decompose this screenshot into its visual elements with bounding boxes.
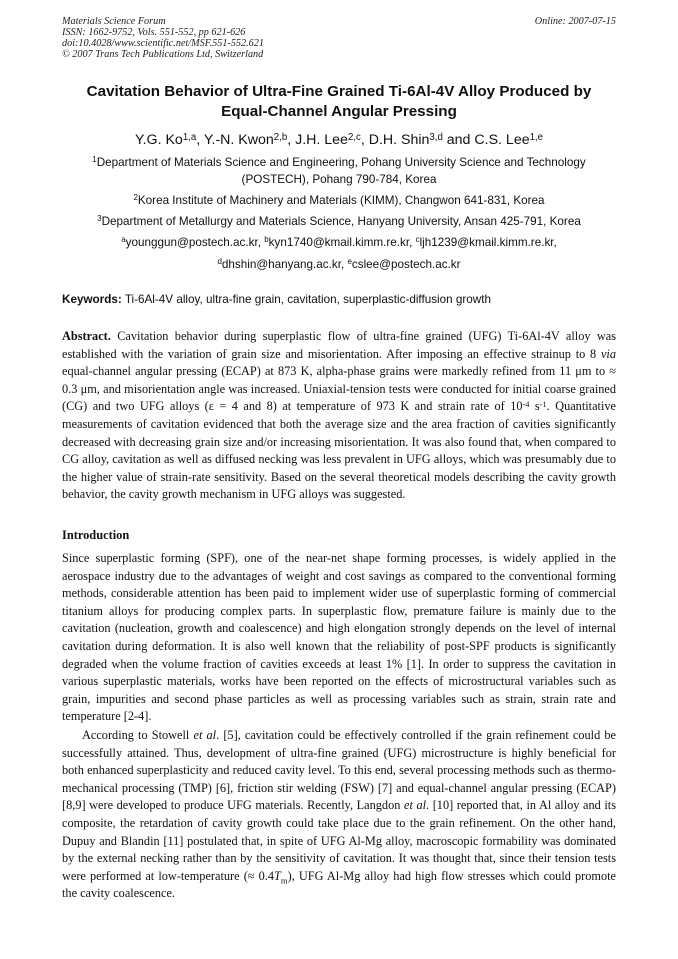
author-name: C.S. Lee [474, 132, 530, 148]
journal-name: Materials Science Forum [62, 16, 166, 27]
abstract-text: . Quantitative measurements of cavitation evidenced that both the average size and the area fraction of cavities significantly decreased with decreasing grain size and/or increasing misorientation. It was also found that, when compared to CG alloy, cavitation as well as diffused necking was less prevalent in UFG alloys, which was presumably due to the higher value of strain-rate sensitivity. Based on the several theoretical models describing the cavity growth behavior, the cavity growth mechanism in UFG alloys was suggested. [62, 399, 616, 502]
affiliation-1 [62, 154, 616, 188]
abstract [62, 328, 616, 504]
author-list [62, 131, 616, 149]
email-e[interactable]: cslee@postech.ac.kr [351, 258, 461, 271]
affiliation-text: Department of Metallurgy and Materials Science, Hanyang University, Ansan 425-791, Korea [101, 215, 581, 228]
abstract-label: Abstract. [62, 329, 111, 343]
keywords [62, 293, 616, 306]
doi-line: doi:10.4028/www.scientific.net/MSF.551-552.621 [62, 38, 264, 49]
title-line-2: Equal-Channel Angular Pressing [221, 103, 457, 120]
author-name: Y.G. Ko [134, 132, 183, 148]
issn-line: ISSN: 1662-9752, Vols. 551-552, pp 621-626 [62, 27, 246, 38]
author-name: J.H. Lee [295, 132, 348, 148]
abstract-text: s [529, 399, 540, 414]
exponent: -1 [539, 399, 547, 409]
affiliation-3 [62, 213, 616, 230]
email-line-2 [62, 256, 616, 273]
affiliation-text-cont: (POSTECH), Pohang 790-784, Korea [241, 173, 437, 186]
author-name: D.H. Shin [368, 132, 430, 148]
email-sup: c [415, 235, 420, 245]
affiliation-sup: 1 [92, 155, 97, 165]
email-line-1 [62, 234, 616, 251]
author-separator: and [442, 132, 475, 148]
author-separator: , [360, 132, 369, 148]
italic-text: et al [403, 798, 427, 813]
author-affil-sup: 2,c [347, 131, 361, 143]
intro-paragraph-1: Since superplastic forming (SPF), one of the near-net shape forming processes, is widely applied in the aerospace industry due to the advantages of weight and cost savings as compared to the conventional forming methods, considerable attention has been paid to implement wider use of superplastic forming of commercial titanium alloys for producing complex parts. In superplastic flow, premature failure is mainly due to the cavitation (nucleation, growth and coalescence) and high elongation strongly depends on the level of internal cavitation during deformation. It is also well known that the reliability of post-SPF products is significantly degraded when the volume fraction of cavities exceeds at least 1% [1]. In order to suppress the cavitation in various superplastic materials, works have been reported on the effects of microstructural variables such as grain, impurities and second phase particles as well as processing variables such as strain, strain rate and temperature [2-4]. [62, 551, 616, 724]
affiliation-sup: 2 [133, 193, 138, 203]
abstract-italic: via [600, 346, 616, 361]
email-c[interactable]: ljh1239@kmail.kimm.re.kr, [419, 236, 557, 249]
author-affil-sup: 1,a [182, 131, 197, 143]
email-b[interactable]: kyn1740@kmail.kimm.re.kr, [268, 236, 416, 249]
email-sup: b [264, 235, 269, 245]
keywords-label: Keywords: [62, 293, 122, 306]
author-affil-sup: 2,b [273, 131, 288, 143]
abstract-text: Cavitation behavior during superplastic flow of ultra-fine grained (UFG) Ti-6Al-4V alloy was established with the variation of grain size and misorientation. After imposing an effective strainup to 8 [62, 329, 616, 361]
affiliation-text: Department of Materials Science and Engineering, Pohang University Science and Technology [96, 156, 586, 169]
keywords-text: Ti-6Al-4V alloy, ultra-fine grain, cavitation, superplastic-diffusion growth [124, 293, 491, 306]
author-separator: , [287, 132, 296, 148]
intro-paragraph-2 [62, 727, 616, 903]
paper-title [62, 82, 616, 122]
paragraph-text: . [5], cavitation could be effectively controlled if the grain refinement could be successfully attained. Thus, development of ultra-fine grained (UFG) microstructure is highly beneficial for both enhanced superplasticity and reduced cavity level. To this end, several processing methods such as thermo-mechanical processing (TMP) [6], friction stir welding (FSW) [7] and equal-channel angular pressing (ECAP) [8,9] were developed to produce UFG materials. Recently, Langdon [62, 728, 616, 813]
abstract-text: equal-channel angular pressing (ECAP) at 873 K, alpha-phase grains were markedly refined from 11 μm to ≈ 0.3 μm, and misorientation angle was increased. Uniaxial-tension tests were conducted for initial coarse grained (CG) and two UFG alloys (ε = 4 and 8) at temperature of 973 K and strain rate of 10 [62, 364, 616, 414]
affiliation-text: Korea Institute of Machinery and Materials (KIMM), Changwon 641-831, Korea [137, 194, 545, 207]
author-affil-sup: 1,e [529, 131, 544, 143]
paragraph-text: . [10] reported that, in Al alloy and its composite, the retardation of cavity growth could take place due to the grain refinement. On the other hand, Dupuy and Blandin [11] postulated that, in spite of UFG Al-Mg alloy, macroscopic formability was dominated by the external necking rather than by the sensitivity of cavitation. It was thought that, since their tension tests were performed at low-temperature (≈ 0.4 [62, 798, 617, 883]
email-a[interactable]: younggun@postech.ac.kr, [125, 236, 265, 249]
exponent: -4 [522, 399, 530, 409]
copyright-line: © 2007 Trans Tech Publications Ltd, Switzerland [62, 49, 264, 60]
italic-text: et al [193, 728, 217, 742]
italic-symbol: T [274, 868, 281, 883]
paragraph-text: ), UFG Al-Mg alloy had high flow stresses which could promote the cavity coalescence. [62, 868, 616, 901]
title-line-1: Cavitation Behavior of Ultra-Fine Grained Ti-6Al-4V Alloy Produced by [86, 83, 592, 100]
paragraph-text: According to Stowell [82, 728, 194, 742]
author-affil-sup: 3,d [429, 131, 443, 143]
online-date: Online: 2007-07-15 [534, 16, 616, 27]
author-name: Y.-N. Kwon [203, 132, 274, 148]
affiliation-sup: 3 [97, 214, 102, 224]
section-heading: Introduction [62, 528, 130, 542]
author-separator: , [196, 132, 204, 148]
subscript: m [280, 875, 288, 886]
email-d[interactable]: dhshin@hanyang.ac.kr, [221, 258, 348, 271]
email-sup: a [121, 235, 126, 245]
journal-header [62, 16, 264, 60]
email-sup: d [217, 257, 222, 267]
affiliation-2 [62, 192, 616, 209]
email-sup: e [347, 257, 352, 267]
